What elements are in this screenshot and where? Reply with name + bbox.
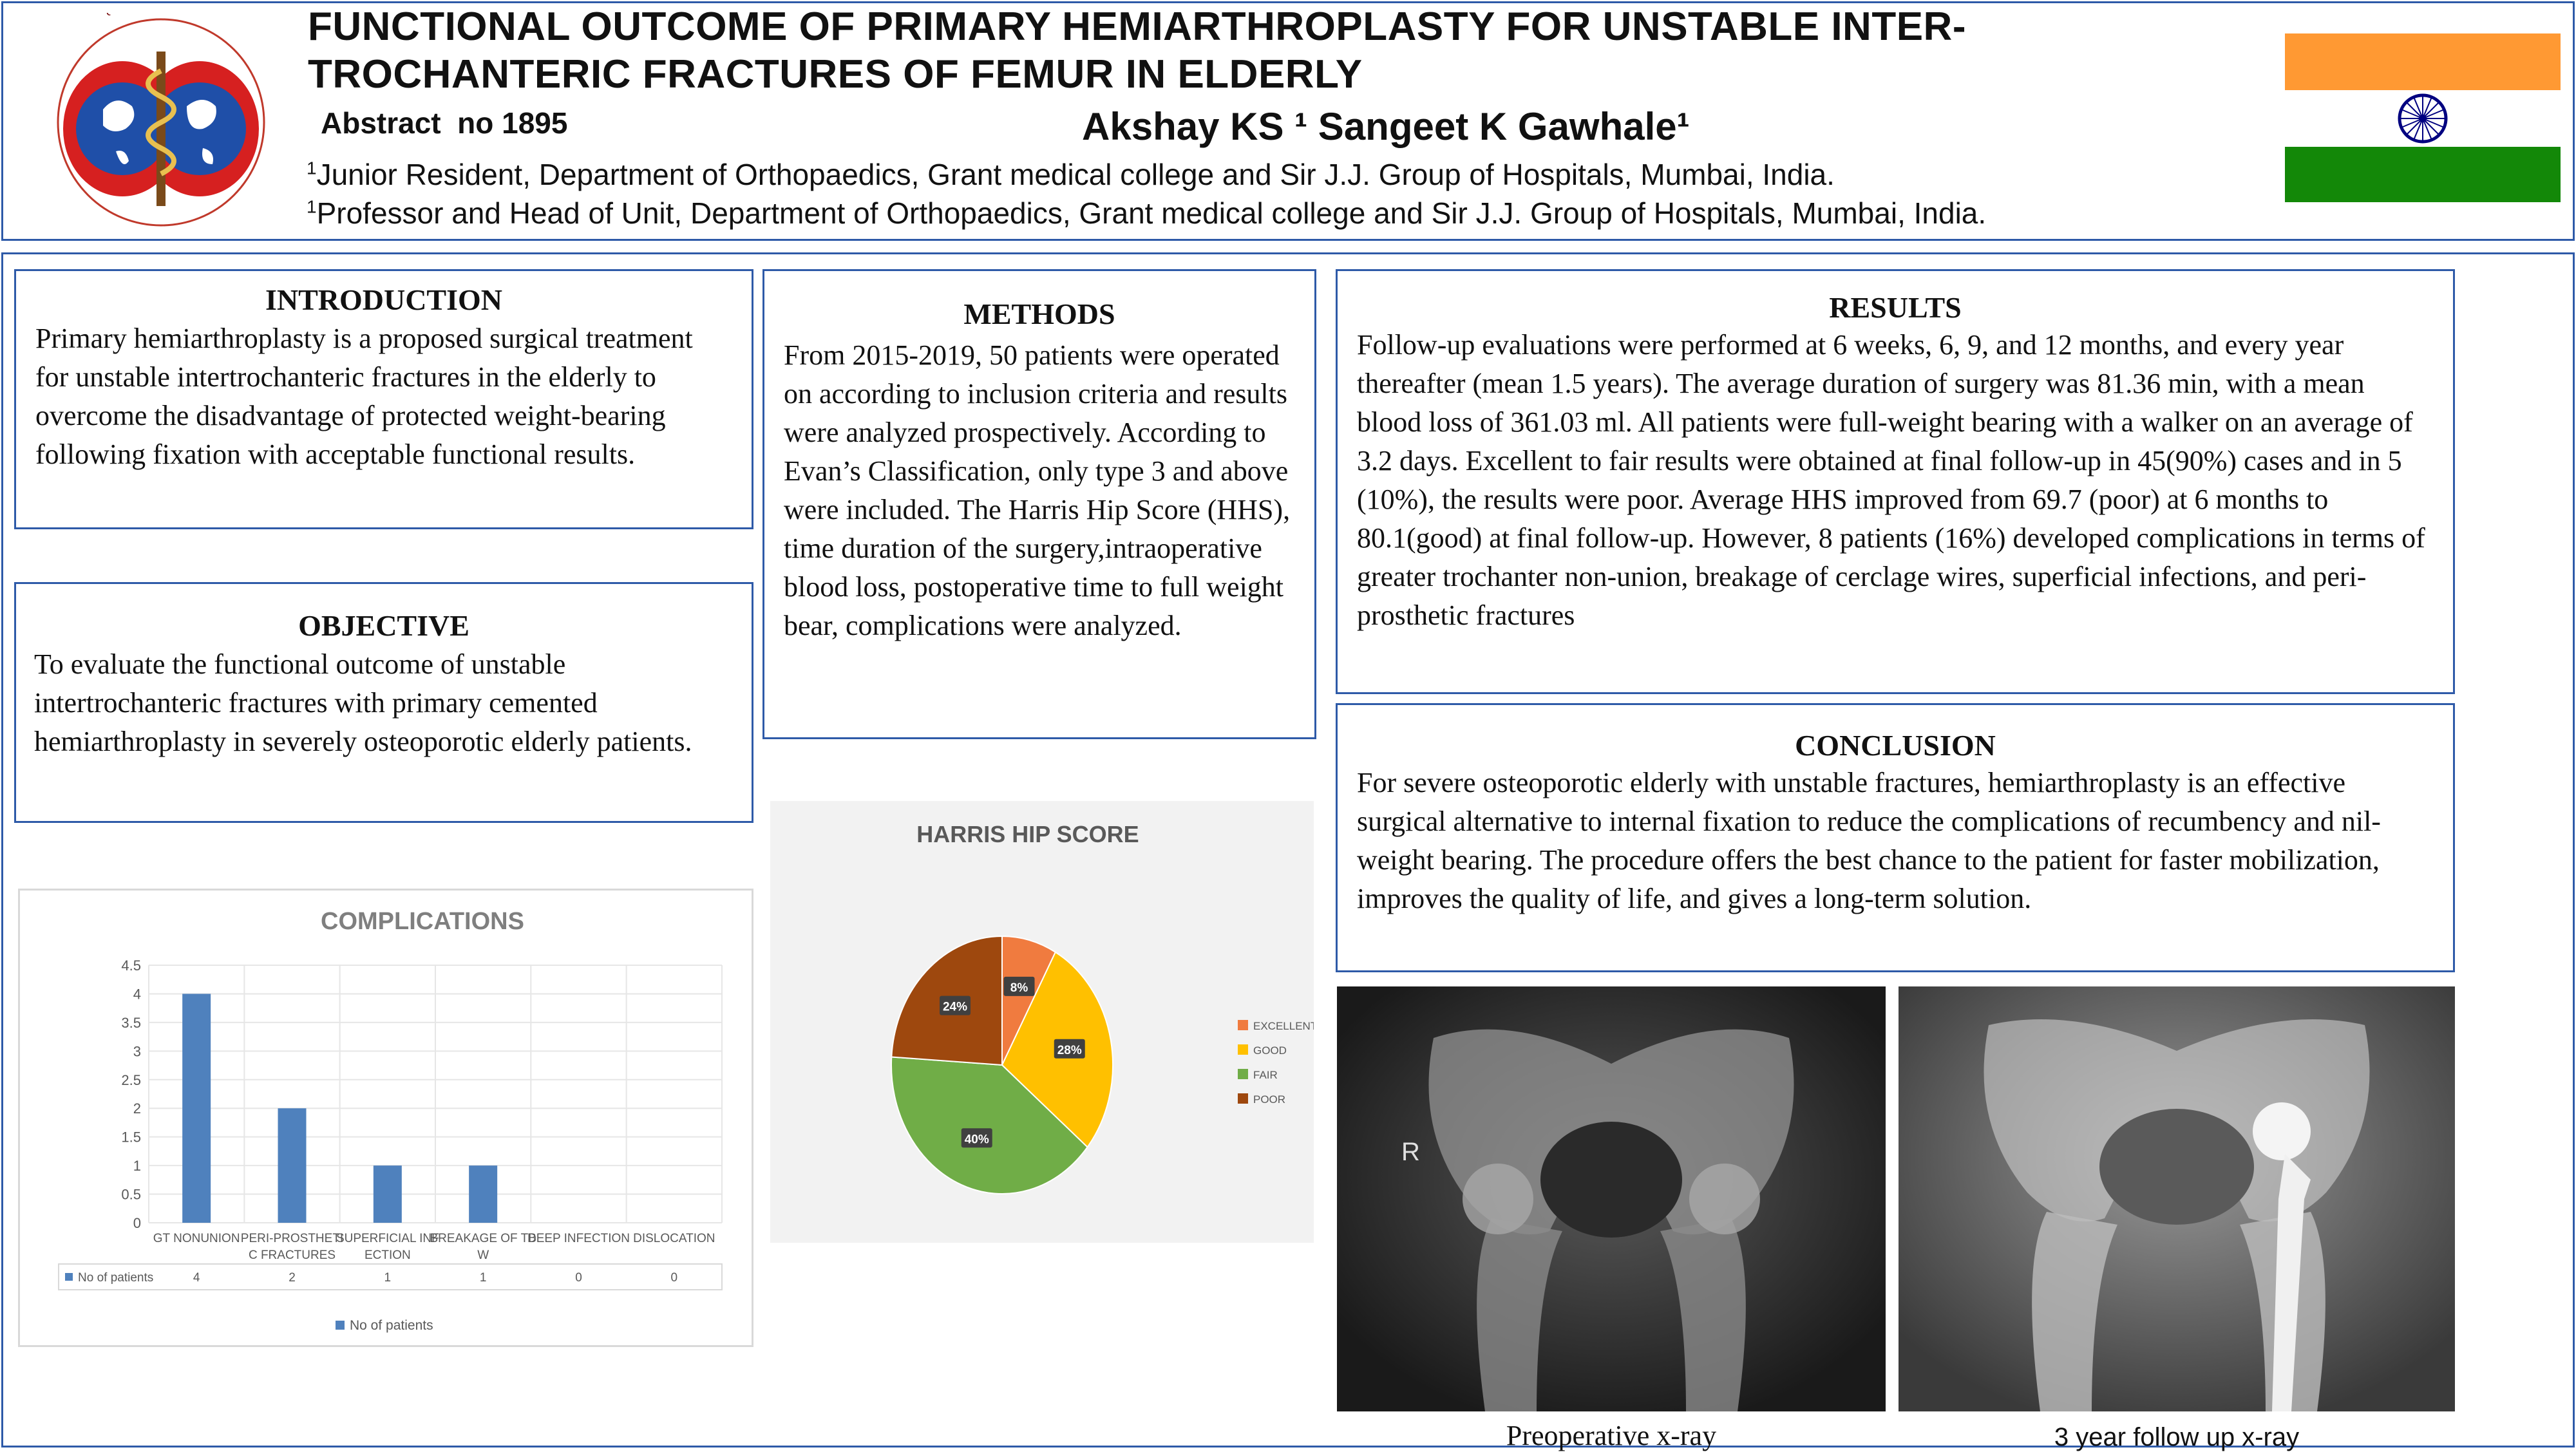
objective-heading: OBJECTIVE	[298, 609, 469, 642]
authors: Akshay KS ¹ Sangeet K Gawhale¹	[1082, 105, 1690, 148]
results-body: Follow-up evaluations were performed at 6 weeks, 6, 9, and 12 months, and every year thereafter (mean 1.5 years). The average duration of surgery was 81.36 min, with a mean blood loss of 361.03 ml. All patients were full-weight bearing with a walker on an average of 3.2 days. Excellent to fair results were obtained at final follow-up in 45(90%) cases and in 5 (10%), the results were poor. Average HHS improved from 69.7 (poor) at 6 months to 80.1(good) at final follow-up. However, 8 patients (16%) developed complications in terms of greater trochanter non-union, breakage of cerclage wires, superficial infections, and peri-prosthetic fractures	[1357, 329, 2425, 631]
complications-chart-svg	[20, 891, 752, 1345]
bar-gt-nonunion	[182, 994, 211, 1223]
pie-data-label-good: 28%	[1057, 1043, 1082, 1057]
legend-key-good	[1238, 1044, 1248, 1055]
methods-heading: METHODS	[963, 297, 1115, 330]
conclusion-heading: CONCLUSION	[1795, 729, 1996, 762]
ashoka-chakra-icon	[2397, 93, 2448, 144]
pie-data-label-fair: 40%	[964, 1133, 989, 1147]
title-line-1: FUNCTIONAL OUTCOME OF PRIMARY HEMIARTHROPLASTY FOR UNSTABLE INTER-	[308, 5, 1966, 49]
pie-data-label-poor: 24%	[942, 1000, 968, 1014]
data-table-value: 1	[479, 1271, 487, 1285]
preop-r-marker: R	[1401, 1138, 1420, 1166]
bar-breakage-of-tbw	[469, 1165, 497, 1223]
x-category-label: GT NONUNION	[153, 1232, 240, 1245]
title-line-2: TROCHANTERIC FRACTURES OF FEMUR IN ELDERLY	[308, 52, 1363, 97]
legend-label-no-of-patients: No of patients	[350, 1318, 433, 1333]
affiliation-2	[307, 196, 1986, 231]
preoperative-xray-image	[1337, 986, 1886, 1411]
complications-chart	[18, 889, 753, 1347]
followup-xray-image	[1899, 986, 2455, 1411]
introduction-body: Primary hemiarthroplasty is a proposed surgical treatment for unstable intertrochanteric fractures in the elderly to overcome the disadvantage of protected weight-bearing following fixation with acceptable functional results.	[35, 323, 693, 470]
y-tick-label: 3.5	[121, 1014, 141, 1031]
x-category-label: W	[477, 1249, 489, 1262]
india-flag	[2285, 33, 2561, 202]
x-category-label: BREAKAGE OF TB	[430, 1232, 536, 1245]
y-tick-label: 1	[133, 1158, 141, 1174]
harris-hip-score-title: HARRIS HIP SCORE	[916, 821, 1139, 847]
x-category-label: SUPERFICIAL INF	[336, 1232, 439, 1245]
flag-white-band	[2285, 90, 2561, 147]
legend-key-excellent	[1238, 1020, 1248, 1030]
results-section	[1336, 269, 2455, 694]
methods-section	[762, 269, 1316, 739]
legend-label-excellent: EXCELLENT	[1253, 1020, 1314, 1032]
affiliation-1-superscript: 1	[307, 158, 317, 178]
complications-chart-title: COMPLICATIONS	[321, 908, 524, 935]
flag-green-band	[2285, 147, 2561, 202]
methods-body: From 2015-2019, 50 patients were operated on according to inclusion criteria and results were analyzed prospectively. According to Evan’s Classification, only type 3 and above were included. The Harris Hip Score (HHS), time duration of the surgery,intraoperative blood loss, postoperative time to full weight bear, complications were analyzed.	[784, 339, 1291, 641]
affiliation-1-text: Junior Resident, Department of Orthopaedics, Grant medical college and Sir J.J. Group of Hospitals, Mumbai, India.	[316, 158, 1835, 191]
y-tick-label: 2.5	[121, 1071, 141, 1088]
abstract-number: Abstract no 1895	[321, 106, 568, 140]
data-table-value: 1	[384, 1271, 392, 1285]
legend-label-fair: FAIR	[1253, 1069, 1278, 1081]
data-table-legend-key	[65, 1273, 73, 1281]
introduction-heading: INTRODUCTION	[265, 283, 503, 316]
objective-section	[14, 582, 753, 823]
affiliation-2-text: Professor and Head of Unit, Department of Orthopaedics, Grant medical college and Sir J.J. Group of Hospitals, Mumbai, India.	[316, 196, 1987, 230]
legend-key-fair	[1238, 1069, 1248, 1079]
y-tick-label: 2	[133, 1100, 141, 1117]
data-table-value: 4	[193, 1271, 200, 1285]
followup-xray-caption: 3 year follow up x-ray	[2054, 1423, 2300, 1451]
y-tick-label: 0	[133, 1215, 141, 1231]
logo-text-right	[26, 13, 285, 16]
pie-data-label-excellent: 8%	[1010, 981, 1028, 995]
introduction-section	[14, 269, 753, 529]
bar-superficial-infection	[374, 1165, 402, 1223]
harris-hip-score-chart	[770, 801, 1314, 1243]
results-heading: RESULTS	[1829, 291, 1962, 324]
legend-key-no-of-patients	[336, 1321, 345, 1330]
data-table-value: 2	[289, 1271, 296, 1285]
x-category-label: ECTION	[364, 1249, 411, 1262]
x-category-label: PERI-PROSTHETI	[240, 1232, 344, 1245]
objective-body: To evaluate the functional outcome of unstable intertrochanteric fractures with primary cemented hemiarthroplasty in severely osteoporotic elderly patients.	[34, 648, 692, 757]
y-tick-label: 1.5	[121, 1129, 141, 1146]
x-category-label: DISLOCATION	[633, 1232, 715, 1245]
y-tick-label: 4.5	[121, 957, 141, 974]
affiliation-1	[307, 157, 1835, 192]
data-table-value: 0	[575, 1271, 582, 1285]
preoperative-xray-caption: Preoperative x-ray	[1506, 1420, 1717, 1451]
y-tick-label: 3	[133, 1043, 141, 1060]
data-table-value: 0	[670, 1271, 678, 1285]
y-tick-label: 4	[133, 986, 141, 1003]
sicot-logo	[26, 13, 296, 232]
affiliation-2-superscript: 1	[307, 196, 317, 217]
legend-label-poor: POOR	[1253, 1093, 1286, 1106]
harris-hip-score-chart-svg	[770, 801, 1314, 1243]
y-tick-label: 0.5	[121, 1186, 141, 1203]
conclusion-section	[1336, 703, 2455, 972]
legend-key-poor	[1238, 1093, 1248, 1104]
data-table-series-name: No of patients	[78, 1271, 154, 1285]
x-category-label: C FRACTURES	[248, 1249, 336, 1262]
flag-saffron-band	[2285, 33, 2561, 90]
bar-peri-prosthetic-fractures	[278, 1108, 307, 1223]
x-category-label: DEEP INFECTION	[527, 1232, 630, 1245]
conclusion-body: For severe osteoporotic elderly with unstable fractures, hemiarthroplasty is an effective surgical alternative to internal fixation to reduce the complications of recumbency and nil-weight bearing. The procedure offers the best chance to the patient for faster mobilization, improves the quality of life, and gives a long-term solution.	[1357, 767, 2381, 914]
legend-label-good: GOOD	[1253, 1044, 1287, 1057]
